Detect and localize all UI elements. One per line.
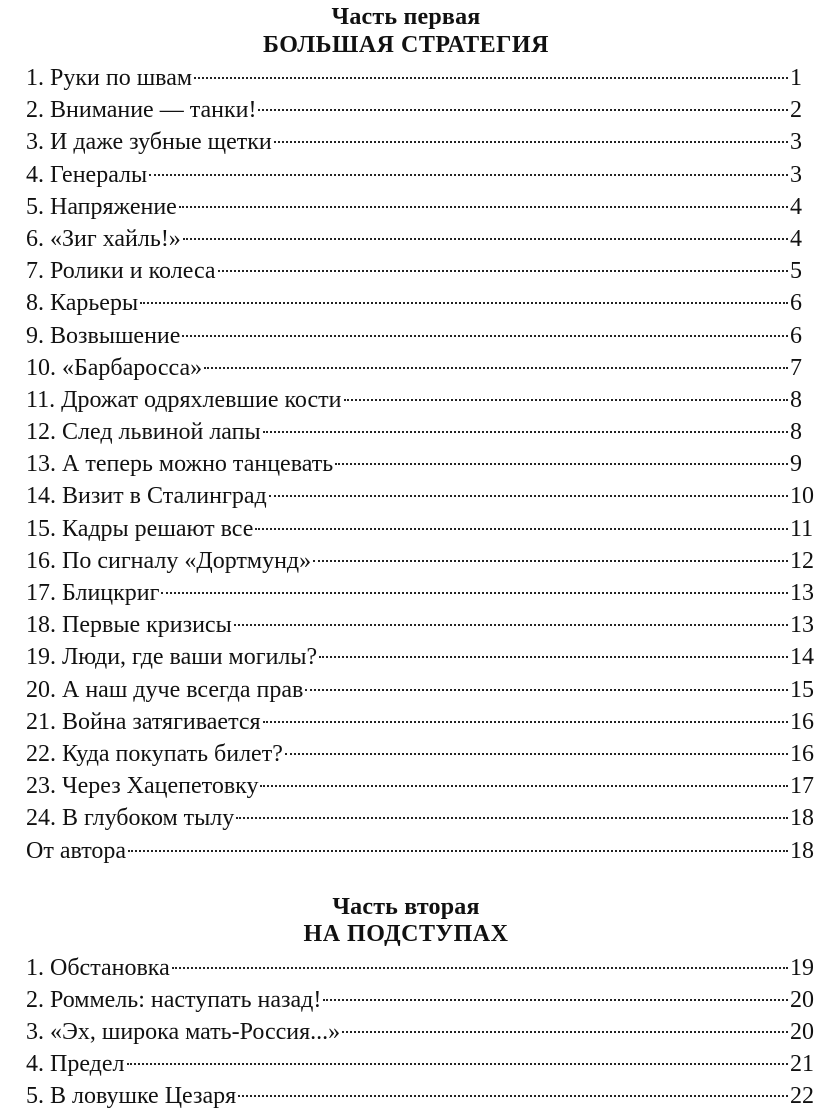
part-one-entries	[26, 62, 826, 867]
toc-entry-page: 21	[790, 1051, 814, 1078]
dot-leader	[234, 624, 788, 626]
toc-entry	[26, 416, 826, 448]
toc-entry	[26, 609, 826, 641]
dot-leader	[263, 431, 788, 433]
toc-entry	[26, 480, 826, 512]
toc-entry-page: 10	[790, 483, 814, 510]
toc-entry-page: 12	[790, 547, 814, 574]
toc-entry	[26, 641, 826, 673]
toc-entry-title: 3. «Эх, широка мать-Россия...»	[26, 1019, 341, 1046]
dot-leader	[183, 238, 788, 240]
dot-leader	[238, 1095, 788, 1097]
toc-entry-title: 1. Обстановка	[26, 954, 170, 981]
part-two-label: Часть вторая	[332, 893, 480, 920]
dot-leader	[179, 206, 788, 208]
toc-entry-page: 19	[790, 954, 814, 981]
dot-leader	[274, 141, 788, 143]
toc-entry-title: 11. Дрожат одряхлевшие кости	[26, 386, 342, 413]
toc-entry	[26, 770, 826, 802]
part-one-title: БОЛЬШАЯ СТРАТЕГИЯ	[263, 31, 549, 58]
dot-leader	[258, 109, 788, 111]
toc-entry	[26, 1080, 826, 1112]
dot-leader	[269, 495, 788, 497]
part-one-heading	[26, 0, 786, 62]
toc-entry	[26, 320, 826, 352]
toc-entry	[26, 802, 826, 834]
toc-entry	[26, 738, 826, 770]
toc-entry	[26, 126, 826, 158]
toc-entry-title: 5. В ловушке Цезаря	[26, 1083, 237, 1110]
toc-entry-title: 10. «Барбаросса»	[26, 354, 203, 381]
toc-entry-title: 18. Первые кризисы	[26, 612, 232, 639]
toc-entry-page: 6	[790, 322, 802, 349]
toc-entry	[26, 287, 826, 319]
toc-entry-page: 17	[790, 773, 814, 800]
toc-entry	[26, 835, 826, 867]
toc-entry-page: 22	[790, 1083, 814, 1110]
toc-entry-page: 2	[790, 97, 802, 124]
toc-entry-page: 20	[790, 986, 814, 1013]
toc-entry	[26, 952, 826, 984]
toc-entry	[26, 545, 826, 577]
toc-entry-page: 13	[790, 612, 814, 639]
toc-entry-title: 9. Возвышение	[26, 322, 181, 349]
dot-leader	[323, 999, 788, 1001]
dot-leader	[127, 1063, 788, 1065]
toc-entry-page: 1	[790, 65, 802, 91]
toc-entry-title: 4. Предел	[26, 1051, 125, 1078]
dot-leader	[285, 753, 788, 755]
part-two-entries	[26, 952, 826, 1113]
toc-entry-title: 6. «Зиг хайль!»	[26, 225, 181, 252]
toc-entry-title: 16. По сигналу «Дортмунд»	[26, 547, 312, 574]
toc-entry	[26, 223, 826, 255]
dot-leader	[236, 817, 788, 819]
dot-leader	[342, 1031, 788, 1033]
toc-entry	[26, 706, 826, 738]
dot-leader	[260, 785, 788, 787]
toc-entry-title: 2. Внимание — танки!	[26, 97, 257, 124]
toc-entry	[26, 674, 826, 706]
toc-entry-page: 6	[790, 290, 802, 317]
toc-entry	[26, 1048, 826, 1080]
toc-entry-page: 16	[790, 740, 814, 767]
dot-leader	[128, 850, 788, 852]
toc-entry	[26, 984, 826, 1016]
toc-entry-title: 3. И даже зубные щетки	[26, 129, 272, 156]
part-two-heading	[26, 894, 786, 952]
toc-entry-page: 4	[790, 225, 802, 252]
toc-entry-page: 8	[790, 386, 802, 413]
toc-entry-page: 7	[790, 354, 802, 381]
toc-entry-page: 16	[790, 708, 814, 735]
dot-leader	[204, 367, 788, 369]
toc-entry-title: 7. Ролики и колеса	[26, 258, 216, 285]
toc-entry-page: 13	[790, 580, 814, 606]
toc-entry	[26, 352, 826, 384]
toc-entry-page: 8	[790, 419, 802, 446]
dot-leader	[344, 399, 788, 401]
toc-entry-title: От автора	[26, 837, 127, 864]
toc-entry-title: 24. В глубоком тылу	[26, 805, 235, 832]
dot-leader	[263, 721, 788, 723]
toc-entry	[26, 62, 826, 94]
dot-leader	[255, 528, 788, 530]
toc-entry-page: 15	[790, 676, 814, 703]
toc-entry	[26, 448, 826, 480]
toc-entry-title: 15. Кадры решают все	[26, 515, 254, 542]
toc-entry-title: 1. Руки по швам	[26, 65, 193, 91]
toc-entry-page: 18	[790, 805, 814, 832]
dot-leader	[172, 967, 788, 969]
toc-entry-title: 13. А теперь можно танцевать	[26, 451, 334, 478]
toc-entry-page: 9	[790, 451, 802, 478]
toc-entry-title: 20. А наш дуче всегда прав	[26, 676, 304, 703]
dot-leader	[313, 560, 788, 562]
toc-entry-title: 2. Роммель: наступать назад!	[26, 986, 322, 1013]
table-of-contents	[26, 0, 826, 1113]
toc-entry	[26, 384, 826, 416]
dot-leader	[149, 174, 788, 176]
toc-entry-page: 3	[790, 161, 802, 188]
toc-entry-title: 4. Генералы	[26, 161, 148, 188]
toc-entry-page: 4	[790, 193, 802, 220]
toc-entry	[26, 191, 826, 223]
toc-entry-page: 5	[790, 258, 802, 285]
toc-entry	[26, 513, 826, 545]
toc-entry-page: 18	[790, 837, 814, 864]
part-one-label: Часть первая	[331, 4, 481, 30]
toc-entry-page: 20	[790, 1019, 814, 1046]
toc-entry-title: 8. Карьеры	[26, 290, 139, 317]
dot-leader	[140, 302, 788, 304]
toc-entry-title: 23. Через Хацепетовку	[26, 773, 259, 800]
toc-entry-title: 19. Люди, где ваши могилы?	[26, 644, 318, 671]
toc-entry	[26, 1016, 826, 1048]
dot-leader	[319, 656, 788, 658]
dot-leader	[305, 689, 788, 691]
toc-entry-title: 12. След львиной лапы	[26, 419, 261, 446]
toc-entry	[26, 255, 826, 287]
dot-leader	[335, 463, 788, 465]
toc-entry-page: 3	[790, 129, 802, 156]
part-two-title: НА ПОДСТУПАХ	[303, 921, 509, 948]
toc-entry-title: 17. Блицкриг	[26, 580, 160, 606]
toc-entry	[26, 94, 826, 126]
dot-leader	[161, 592, 788, 594]
toc-entry	[26, 159, 826, 191]
toc-entry	[26, 577, 826, 609]
toc-entry-title: 22. Куда покупать билет?	[26, 740, 283, 767]
toc-entry-page: 14	[790, 644, 814, 671]
toc-entry-page: 11	[790, 515, 814, 542]
dot-leader	[194, 77, 788, 79]
toc-entry-title: 21. Война затягивается	[26, 708, 261, 735]
dot-leader	[218, 270, 788, 272]
toc-entry-title: 14. Визит в Сталинград	[26, 483, 267, 510]
toc-entry-title: 5. Напряжение	[26, 193, 177, 220]
dot-leader	[182, 335, 788, 337]
